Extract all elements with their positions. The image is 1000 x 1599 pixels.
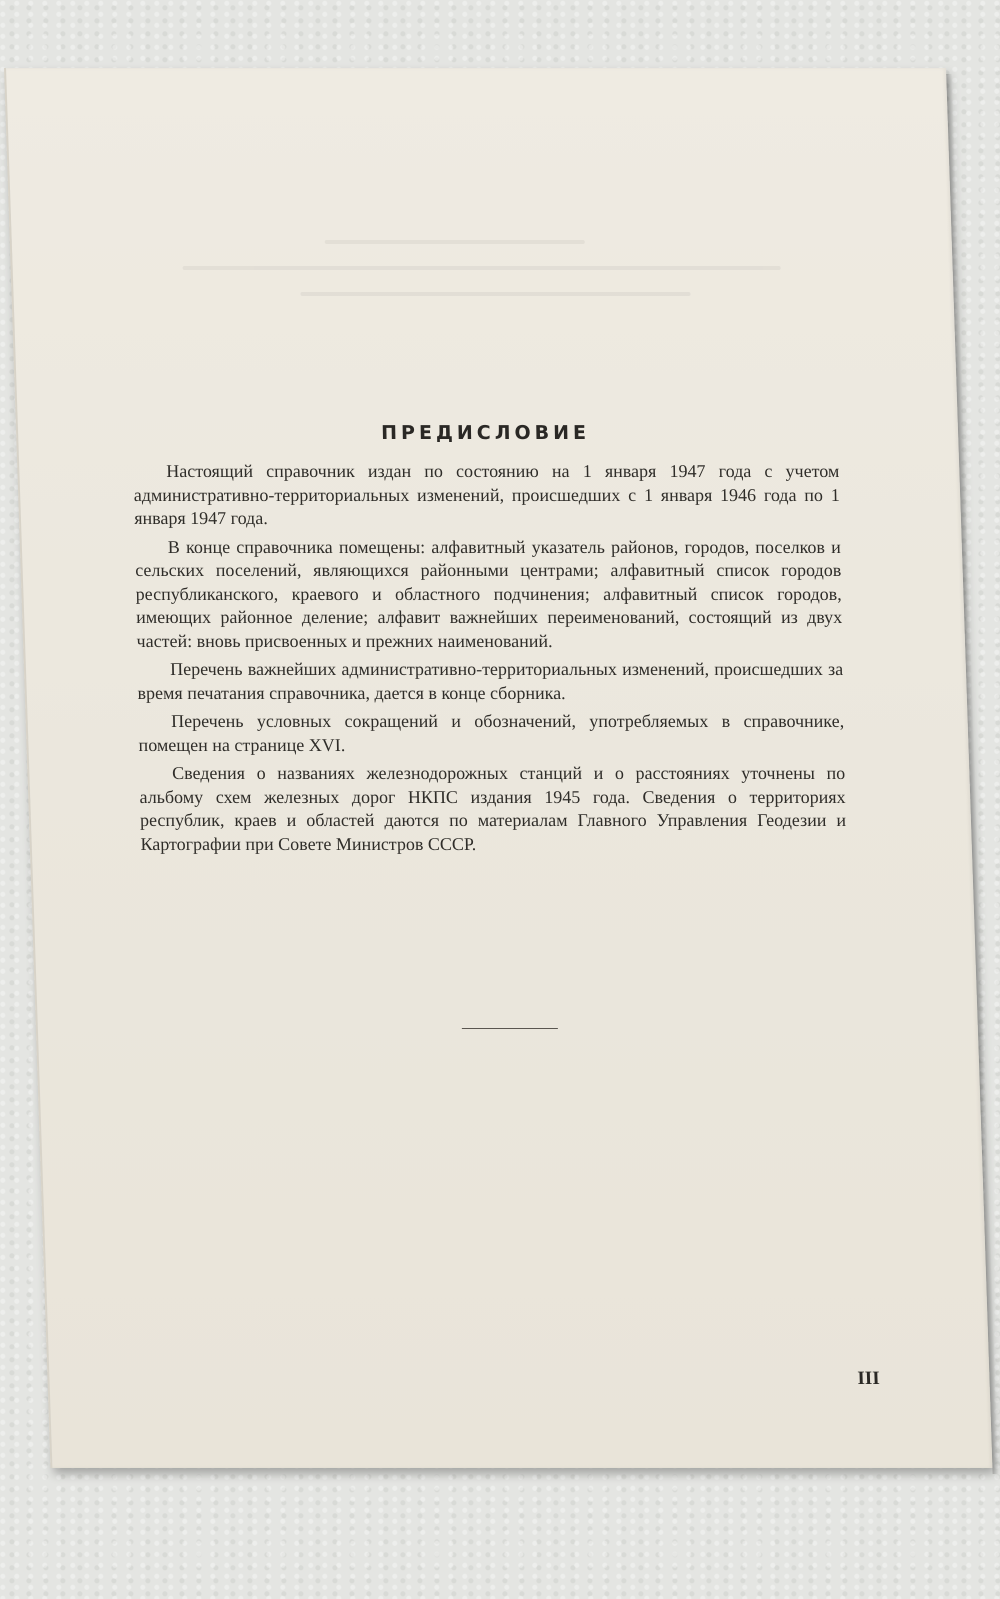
paragraph-5: Сведения о названиях железнодорожных станций и о расстояниях уточнены по альбому схем железных дорог НКПС издания 1945 года. Сведения о территориях республик, краев и областей даются по материалам Главного Управления Геодезии и Картографии при Совете Министров СССР.: [139, 763, 847, 854]
page-number: III: [857, 1368, 881, 1389]
bleed-through-text: [181, 218, 836, 378]
page-content: [131, 358, 847, 861]
section-divider: [462, 1028, 558, 1029]
paragraph-1: Настоящий справочник издан по состоянию на 1 января 1947 года с учетом административно-территориальных изменений, происшедших с 1 января 1946 года по 1 января 1947 года.: [133, 461, 840, 528]
page-title: ПРЕДИСЛОВИЕ: [380, 422, 591, 444]
book-page: [4, 68, 992, 1468]
paragraph-4: Перечень условных сокращений и обозначений, употребляемых в справочнике, помещен на странице XVI.: [138, 711, 845, 755]
paragraph-2: В конце справочника помещены: алфавитный указатель районов, городов, поселков и сельских поселений, являющихся районными центрами; алфавитный список городов республиканского, краевого и областного подчинения; алфавитный список городов, имеющих районное деление; алфавит важнейших переименований, состоящий из двух частей: вновь присвоенных и прежних наименований.: [135, 536, 843, 651]
paragraph-3: Перечень важнейших административно-территориальных изменений, происшедших за время печатания справочника, дается в конце сборника.: [137, 659, 844, 703]
page-edge-shadow: [946, 74, 998, 1474]
